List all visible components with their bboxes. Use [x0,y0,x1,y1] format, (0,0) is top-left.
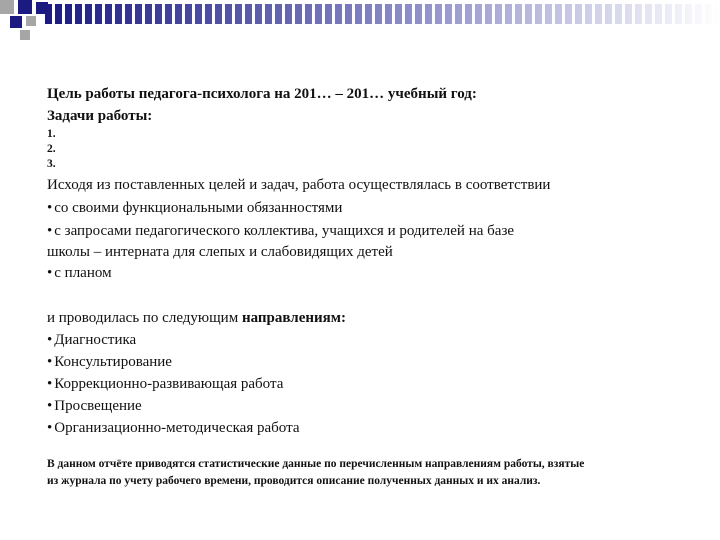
report-note-line-1: В данном отчёте приводятся статистические данные по перечисленным направлениям работы, взятые [47,458,585,470]
direction-item [47,420,299,437]
directions-intro-emphasis: направлениям: [241,310,346,326]
bullet: • [47,223,53,239]
corner-squares [0,0,48,40]
basis-item [47,200,342,217]
direction-label: Организационно-методическая работа [54,420,300,436]
task-item-2: 2. [47,143,56,155]
header-decoration [0,0,720,44]
task-item-1: 1. [47,128,56,140]
bullet: • [47,332,53,348]
directions-intro-text: и проводилась по следующим [47,310,242,326]
goal-title: Цель работы педагога-психолога на 201… – 201… учебный год: [47,86,477,102]
bullet: • [47,200,53,216]
basis-item [47,265,112,282]
bullet: • [47,420,53,436]
report-note-line-2: из журнала по учету рабочего времени, проводится описание полученных данных и их анализ. [47,475,541,487]
basis-item-label: со своими функциональными обязанностями [54,200,343,216]
direction-item [47,332,136,349]
bullet: • [47,398,53,414]
direction-item [47,354,172,371]
stripe-band [45,4,720,24]
basis-intro: Исходя из поставленных целей и задач, работа осуществлялась в соответствии [47,177,551,193]
direction-label: Коррекционно-развивающая работа [54,376,284,392]
bullet: • [47,354,53,370]
bullet: • [47,376,53,392]
directions-intro [47,310,346,327]
direction-item [47,398,142,415]
bullet: • [47,265,53,281]
basis-item-label: с запросами педагогического коллектива, учащихся и родителей на базе [54,223,515,239]
direction-label: Диагностика [54,332,137,348]
basis-item [47,223,514,240]
task-item-3: 3. [47,158,56,170]
direction-label: Консультирование [54,354,172,370]
basis-item-continuation: школы – интерната для слепых и слабовидящих детей [47,244,393,260]
tasks-heading: Задачи работы: [47,108,153,124]
basis-item-label: с планом [54,265,112,281]
direction-item [47,376,283,393]
direction-label: Просвещение [54,398,142,414]
